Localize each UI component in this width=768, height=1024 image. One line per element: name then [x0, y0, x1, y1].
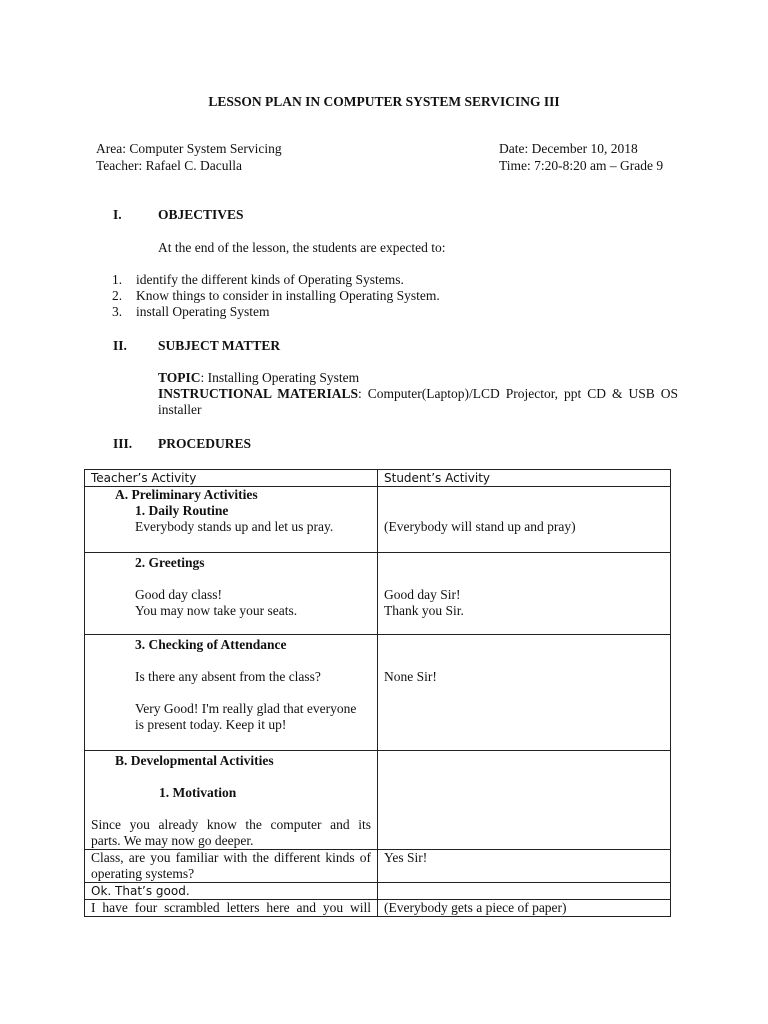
attendance-teacher: Is there any absent from the class? [135, 669, 321, 684]
table-row [85, 883, 671, 900]
greetings-student: Good day Sir! [384, 587, 461, 602]
teacher-text: Teacher: Rafael C. Daculla [96, 158, 242, 173]
objective-number: 1. [112, 272, 123, 287]
objective-item: install Operating System [136, 304, 270, 319]
scrambled-line: I have four scrambled letters here and you will [91, 900, 371, 915]
table-row [85, 487, 671, 553]
greetings-student: Thank you Sir. [384, 603, 464, 618]
procedures-numeral: III. [113, 436, 133, 451]
objectives-intro: At the end of the lesson, the students are expected to: [158, 240, 446, 255]
familiar-student: Yes Sir! [378, 850, 671, 883]
familiar-question: Class, are you familiar with the different kinds of [91, 850, 371, 865]
teacher-activity-header: Teacher’s Activity [85, 470, 378, 487]
subject-matter-heading: SUBJECT MATTER [158, 338, 281, 353]
table-header-row [85, 470, 671, 487]
topic-value: : Installing Operating System [200, 370, 360, 385]
attendance-student: None Sir! [384, 669, 437, 684]
greetings-heading: 2. Greetings [135, 555, 205, 570]
attendance-teacher: is present today. Keep it up! [135, 717, 287, 732]
date-text: Date: December 10, 2018 [499, 141, 638, 156]
procedures-table [84, 469, 671, 917]
table-row [85, 900, 671, 917]
scrambled-student: (Everybody gets a piece of paper) [378, 900, 671, 917]
attendance-teacher: Very Good! I'm really glad that everyone [135, 701, 357, 716]
objective-item: identify the different kinds of Operating Systems. [136, 272, 404, 287]
objectives-heading: OBJECTIVES [158, 207, 244, 222]
daily-routine-heading: 1. Daily Routine [135, 503, 229, 518]
motivation-heading: 1. Motivation [159, 785, 237, 800]
motivation-text: parts. We may now go deeper. [91, 833, 254, 848]
motivation-text: Since you already know the computer and its [91, 817, 371, 832]
procedures-heading: PROCEDURES [158, 436, 252, 451]
topic-line [158, 370, 359, 386]
greetings-teacher: You may now take your seats. [135, 603, 298, 618]
section-b-heading: B. Developmental Activities [115, 753, 274, 768]
materials-value: : Computer(Laptop)/LCD Projector, ppt CD & USB OS [358, 386, 678, 401]
greetings-teacher: Good day class! [135, 587, 222, 602]
materials-value-cont: installer [158, 402, 202, 417]
familiar-question: operating systems? [91, 866, 195, 881]
subject-matter-numeral: II. [113, 338, 127, 353]
area-text: Area: Computer System Servicing [96, 141, 282, 156]
table-row [85, 553, 671, 635]
table-row [85, 850, 671, 883]
attendance-heading: 3. Checking of Attendance [135, 637, 287, 652]
objective-item: Know things to consider in installing Operating System. [136, 288, 440, 303]
table-row [85, 635, 671, 751]
ok-line: Ok. That’s good. [85, 883, 378, 900]
objectives-numeral: I. [113, 207, 122, 222]
section-a-heading: A. Preliminary Activities [115, 487, 258, 502]
materials-label: INSTRUCTIONAL MATERIALS [158, 386, 359, 401]
daily-routine-student: (Everybody will stand up and pray) [384, 519, 576, 534]
daily-routine-teacher: Everybody stands up and let us pray. [135, 519, 334, 534]
table-row [85, 751, 671, 850]
materials-line [158, 386, 678, 402]
topic-label: TOPIC [158, 370, 201, 385]
time-text: Time: 7:20-8:20 am – Grade 9 [499, 158, 664, 173]
document-title: LESSON PLAN IN COMPUTER SYSTEM SERVICING III [208, 94, 560, 109]
student-activity-header: Student’s Activity [378, 470, 671, 487]
objective-number: 2. [112, 288, 123, 303]
objective-number: 3. [112, 304, 123, 319]
